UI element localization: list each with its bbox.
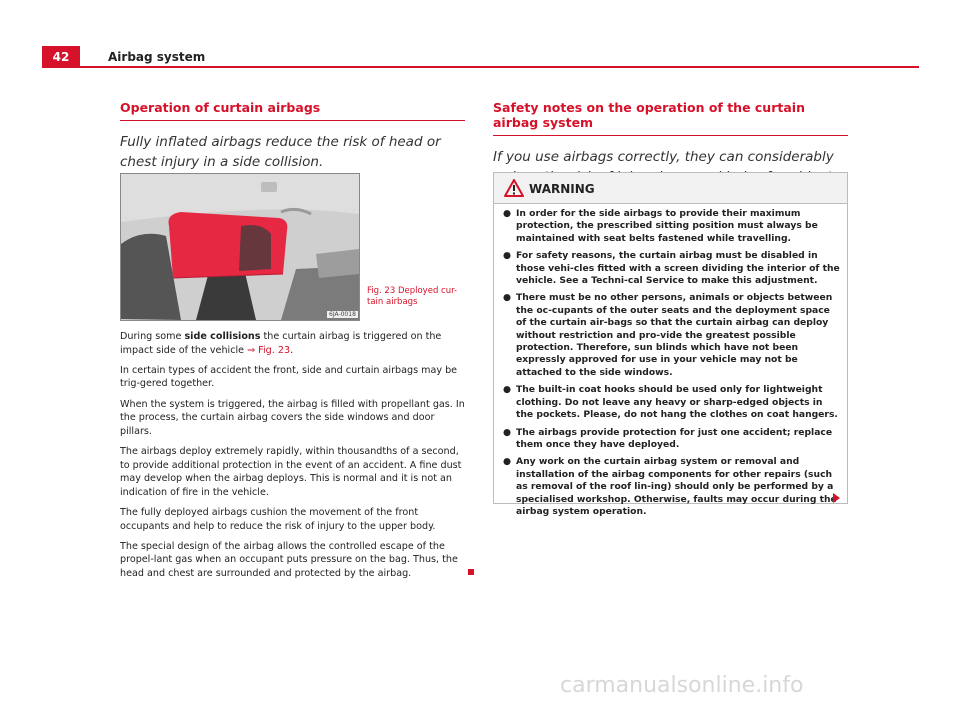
warning-item-text: For safety reasons, the curtain airbag must be disabled in those vehi-cles fitted with a screen dividing the interior of the vehicle. See a Techni-cal Service to make this adjustment. — [516, 250, 840, 287]
warning-triangle-icon — [504, 179, 524, 201]
bullet: ● — [503, 292, 512, 304]
warning-header — [494, 173, 847, 204]
section-title-curtain-airbags: Operation of curtain airbags — [120, 100, 465, 121]
section-end-marker — [468, 569, 474, 575]
paragraph-side-collisions — [120, 330, 465, 357]
paragraph: The airbags deploy extremely rapidly, within thousandths of a second, to provide additional protection in the event of an accident. A fine dust may develop when the airbag deploys. This is normal and it is not an indication of fire in the vehicle. — [120, 445, 462, 498]
left-column — [120, 100, 465, 579]
warning-label: WARNING — [529, 182, 595, 196]
watermark: carmanualsonline.info — [560, 673, 804, 698]
paragraph: The fully deployed airbags cushion the movement of the front occupants and help to reduce the risk of injury to the upper body. — [120, 506, 436, 532]
warning-item — [503, 292, 841, 379]
warning-list — [494, 204, 847, 518]
warning-item — [503, 427, 841, 452]
paragraph: The special design of the airbag allows the controlled escape of the propel-lant gas when an occupant puts pressure on the bag. Thus, the head and chest are surrounded and protected by the airbag. — [120, 540, 458, 579]
bullet: ● — [503, 426, 512, 438]
warning-item-text: Any work on the curtain airbag system or removal and installation of the airbag components for other repairs (such as removal of the roof lin-ing) should only be performed by a specialised workshop. Otherwise, faults may occur during the airbag system operation. — [516, 456, 837, 517]
bullet: ● — [503, 456, 512, 468]
warning-item-text: The airbags provide protection for just one accident; replace them once they have deployed. — [516, 426, 833, 450]
header-rule — [42, 66, 919, 68]
figure-id: 6JA-0018 — [329, 311, 356, 318]
section-lead: If you use airbags correctly, they can considerably — [493, 149, 834, 165]
warning-item — [503, 384, 841, 421]
paragraph-text: the curtain airbag is triggered on the impact side of the vehicle — [120, 331, 442, 356]
section-lead: Fully inflated airbags reduce the risk of head or chest injury in a side collision. — [120, 134, 441, 170]
continue-arrow-icon — [833, 493, 840, 503]
warning-item — [503, 250, 841, 287]
figure-link[interactable]: ⇒ Fig. 23 — [247, 344, 291, 356]
figure-23 — [120, 173, 465, 319]
bullet: ● — [503, 250, 512, 262]
paragraph-text: . — [290, 344, 294, 356]
paragraph: In certain types of accident the front, side and curtain airbags may be trig-gered together. — [120, 364, 458, 390]
warning-item-text: There must be no other persons, animals or objects between the oc-cupants of the outer seats and the deployment space of the curtain air-bags so that the curtain airbag can deploy without restriction and pro-vide the greatest possible protection. Therefore, sun blinds which have not been expressly approved for use in your vehicle may not be attached to the side windows. — [516, 292, 833, 378]
running-header-title: Airbag system — [108, 50, 206, 64]
bullet: ● — [503, 208, 512, 219]
bold-term: side collisions — [184, 331, 261, 342]
warning-item-text: In order for the side airbags to provide their maximum protection, the prescribed sitting position must always be maintained with seat belts fastened while travelling. — [516, 208, 818, 244]
figure-caption: Fig. 23 Deployed cur-tain airbags — [367, 286, 458, 307]
right-column — [493, 100, 848, 517]
warning-item-text: The built-in coat hooks should be used only for lightweight clothing. Do not leave any heavy or sharp-edged objects in the pockets. Please, do not hang the clothes on coat hangers. — [516, 384, 838, 421]
paragraph: When the system is triggered, the airbag is filled with propellant gas. In the process, the curtain airbag covers the side windows and door pillars. — [120, 398, 465, 437]
page-number: 42 — [42, 46, 80, 68]
airbag-photo — [120, 173, 360, 321]
warning-box — [493, 172, 848, 517]
warning-item — [503, 208, 841, 245]
paragraph-text: During some — [120, 331, 185, 342]
bullet: ● — [503, 384, 512, 396]
warning-item — [503, 456, 841, 518]
section-title-safety-notes: Safety notes on the operation of the curtain airbag system — [493, 100, 848, 136]
body-text — [120, 330, 465, 587]
